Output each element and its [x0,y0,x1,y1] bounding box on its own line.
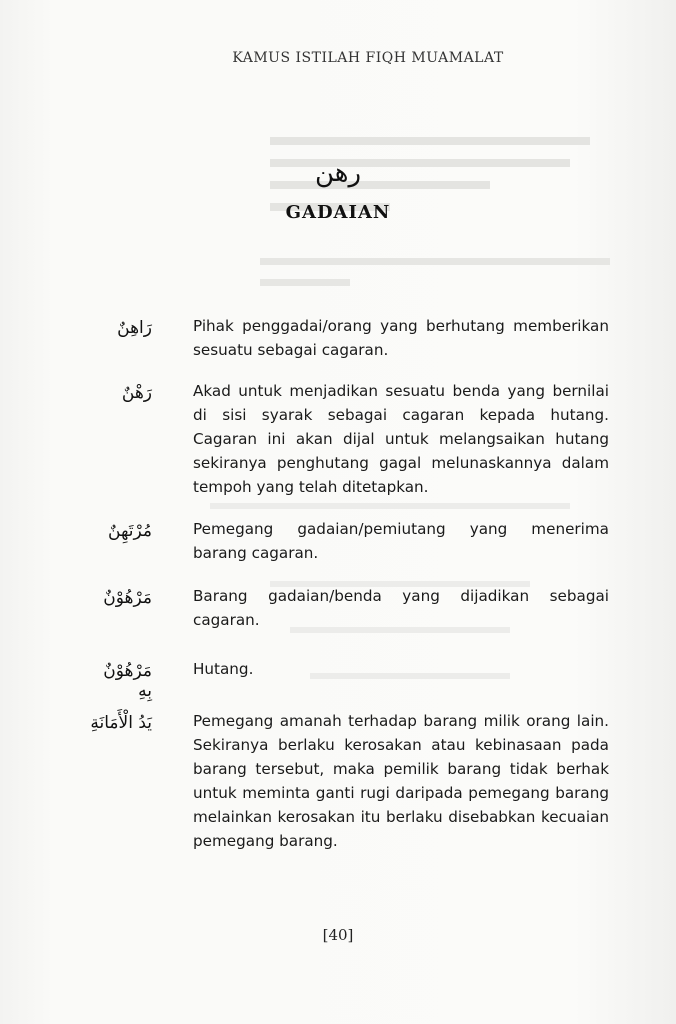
entry-term-arabic: مُرْتَهِنٌ [108,521,152,541]
entry-term-arabic: مَرْهُوْنٌ [103,588,152,608]
entry-definition: Pihak penggadai/orang yang berhutang memberikan sesuatu sebagai cagaran. [193,317,609,359]
entry-definition: Pemegang amanah terhadap barang milik orang lain. Sekiranya berlaku kerosakan atau kebinasaan pada barang tersebut, maka pemilik barang tidak berhak untuk meminta ganti rugi daripada pemegang barang melainkan kerosakan itu berlaku disebabkan kecuaian pemegang barang. [193,712,609,850]
entry-definition: Pemegang gadaian/pemiutang yang menerima barang cagaran. [193,520,609,562]
running-head: KAMUS ISTILAH FIQH MUAMALAT [232,50,504,66]
entry-definition: Barang gadaian/benda yang dijadikan sebagai cagaran. [193,587,609,629]
entry-term-arabic: رَهْنٌ [121,383,152,403]
entry-definition: Akad untuk menjadikan sesuatu benda yang bernilai di sisi syarak sebagai cagaran kepada hutang. Cagaran ini akan dijal untuk melangsaikan hutang sekiranya penghutang gagal melunaskannya dalam tempoh yang telah ditetapkan. [193,382,609,496]
page-number: [40] [322,926,354,944]
heading-arabic: رهن [314,158,362,188]
entry-term-arabic: رَاهِنٌ [117,318,152,338]
entry-definition: Hutang. [193,660,254,678]
show-through-decoration-2 [260,250,620,290]
section-heading: GADAIAN [285,202,391,223]
entry-term-arabic: يَدُ الْأَمَانَةِ [90,713,152,733]
entry-term-arabic: مَرْهُوْنٌ بِهِ [103,661,152,701]
